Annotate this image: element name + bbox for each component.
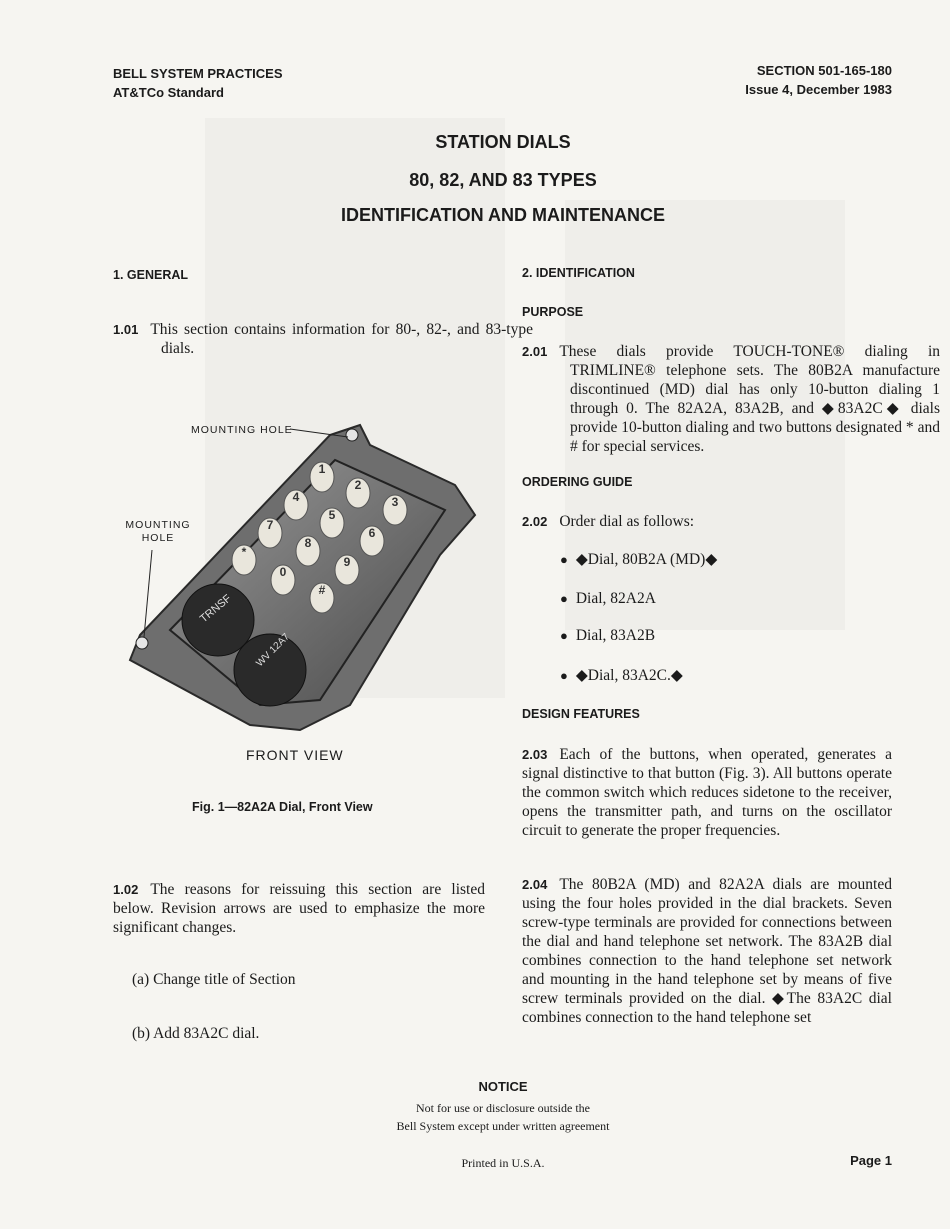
svg-text:0: 0 (279, 565, 287, 579)
order-bullet-2: ● Dial, 82A2A (560, 590, 656, 607)
dial-photo (110, 405, 490, 745)
paragraph-number: 2.02 (522, 514, 548, 529)
label-mounting-hole-top: MOUNTING HOLE (191, 424, 293, 436)
key-5 (320, 508, 344, 538)
reason-item-b: (b) Add 83A2C dial. (132, 1025, 260, 1042)
order-bullet-1: ● ◆Dial, 80B2A (MD)◆ (560, 551, 718, 568)
order-bullet-3: ● Dial, 83A2B (560, 627, 656, 644)
paragraph-text: Order dial as follows: (559, 513, 695, 530)
figure-front-view-label: FRONT VIEW (246, 747, 344, 763)
header-right (745, 61, 892, 99)
key-star (232, 545, 256, 575)
paragraph-text: Each of the buttons, when operated, generates a signal distinctive to that button (Fig. 3). All buttons operate the common switch which reduces sidetone to the receiver, opens the transmitter path, and turns on the oscillator circuit to generate the proper frequencies. (522, 746, 892, 839)
key-hash (310, 583, 334, 613)
key-1 (310, 462, 334, 492)
notice-text (0, 1099, 950, 1135)
design-features-heading: DESIGN FEATURES (522, 707, 640, 721)
svg-text:1: 1 (318, 462, 326, 476)
paragraph-number: 1.01 (113, 322, 139, 337)
paragraph-text: The 80B2A (MD) and 82A2A dials are mounted using the four holes provided in the dial brackets. Seven screw-type terminals are provided for connections between the dial and hand telephone set network. The 83A2B dial combines connection to the hand telephone set network and mounting in the hand telephone set by means of five screw terminals provided on the dial. ◆The 83A2C dial combines connection to the hand telephone set (522, 876, 892, 1026)
coil-label-1: TRNSF (197, 592, 234, 626)
svg-text:6: 6 (368, 526, 376, 540)
bullet-text: ◆Dial, 83A2C.◆ (575, 667, 683, 684)
issue-date: Issue 4, December 1983 (745, 82, 892, 97)
notice-line-2: Bell System except under written agreement (396, 1119, 610, 1133)
paragraph-text: This section contains information for 80-, 82-, and 83-type dials. (150, 321, 533, 357)
key-2 (346, 478, 370, 508)
paragraph-text: The reasons for reissuing this section are listed below. Revision arrows are used to emphasize the more significant changes. (113, 881, 485, 936)
reason-item-a: (a) Change title of Section (132, 971, 296, 988)
title-line-1: STATION DIALS (435, 132, 571, 152)
purpose-heading: PURPOSE (522, 305, 584, 319)
svg-text:4: 4 (292, 490, 300, 504)
svg-text:3: 3 (391, 495, 399, 509)
svg-text:#: # (318, 583, 326, 597)
paragraph-number: 2.01 (522, 344, 548, 359)
ordering-guide-heading: ORDERING GUIDE (522, 475, 633, 489)
svg-text:5: 5 (328, 508, 336, 522)
paragraph-text: These dials provide TOUCH-TONE® dialing in TRIMLINE® telephone sets. The 80B2A manufacture discontinued (MD) dial has only 10-button dialing 1 through 0. The 82A2A, 83A2B, and ◆83A2C◆ dials provide 10-button dialing and two buttons designated * and # for special services. (559, 343, 940, 455)
paragraph-number: 2.04 (522, 877, 548, 892)
notice-line-1: Not for use or disclosure outside the (416, 1101, 590, 1115)
key-0 (271, 565, 295, 595)
mounting-hole-left (136, 637, 148, 649)
bullet-text: ◆Dial, 80B2A (MD)◆ (575, 551, 718, 568)
paragraph-number: 2.03 (522, 747, 548, 762)
paragraph-2-03 (522, 745, 892, 840)
svg-text:7: 7 (266, 518, 274, 532)
printed-in: Printed in U.S.A. (461, 1156, 545, 1170)
header-org: BELL SYSTEM PRACTICES (113, 66, 283, 81)
svg-text:*: * (241, 545, 247, 559)
mounting-hole-top (346, 429, 358, 441)
key-3 (383, 495, 407, 525)
paragraph-2-02 (522, 512, 892, 531)
section-1-heading: 1. GENERAL (113, 268, 189, 282)
paragraph-1-02 (113, 880, 485, 937)
svg-text:2: 2 (354, 478, 362, 492)
key-7 (258, 518, 282, 548)
key-4 (284, 490, 308, 520)
page-number: Page 1 (850, 1153, 892, 1168)
key-9 (335, 555, 359, 585)
key-6 (360, 526, 384, 556)
title-line-3: IDENTIFICATION AND MAINTENANCE (341, 205, 665, 225)
notice-heading: NOTICE (478, 1079, 528, 1094)
paragraph-number: 1.02 (113, 882, 139, 897)
paragraph-1-01 (113, 320, 533, 358)
header-left (113, 64, 283, 102)
coil-disc-1 (182, 584, 254, 656)
key-8 (296, 536, 320, 566)
title-line-2: 80, 82, AND 83 TYPES (409, 170, 597, 190)
header-standard: AT&TCo Standard (113, 85, 224, 100)
bullet-text: Dial, 82A2A (575, 590, 656, 607)
order-bullet-4: ● ◆Dial, 83A2C.◆ (560, 667, 683, 684)
section-number: SECTION 501-165-180 (756, 63, 892, 78)
svg-text:9: 9 (343, 555, 351, 569)
paragraph-2-04 (522, 875, 892, 1027)
label-mounting-hole-left: MOUNTING HOLE (125, 519, 191, 544)
figure-1-caption: Fig. 1—82A2A Dial, Front View (192, 800, 373, 814)
svg-text:8: 8 (304, 536, 312, 550)
bullet-text: Dial, 83A2B (575, 627, 656, 644)
section-2-heading: 2. IDENTIFICATION (522, 266, 635, 280)
coil-label-2: WV 12A7 (254, 631, 292, 670)
paragraph-2-01 (522, 342, 940, 456)
